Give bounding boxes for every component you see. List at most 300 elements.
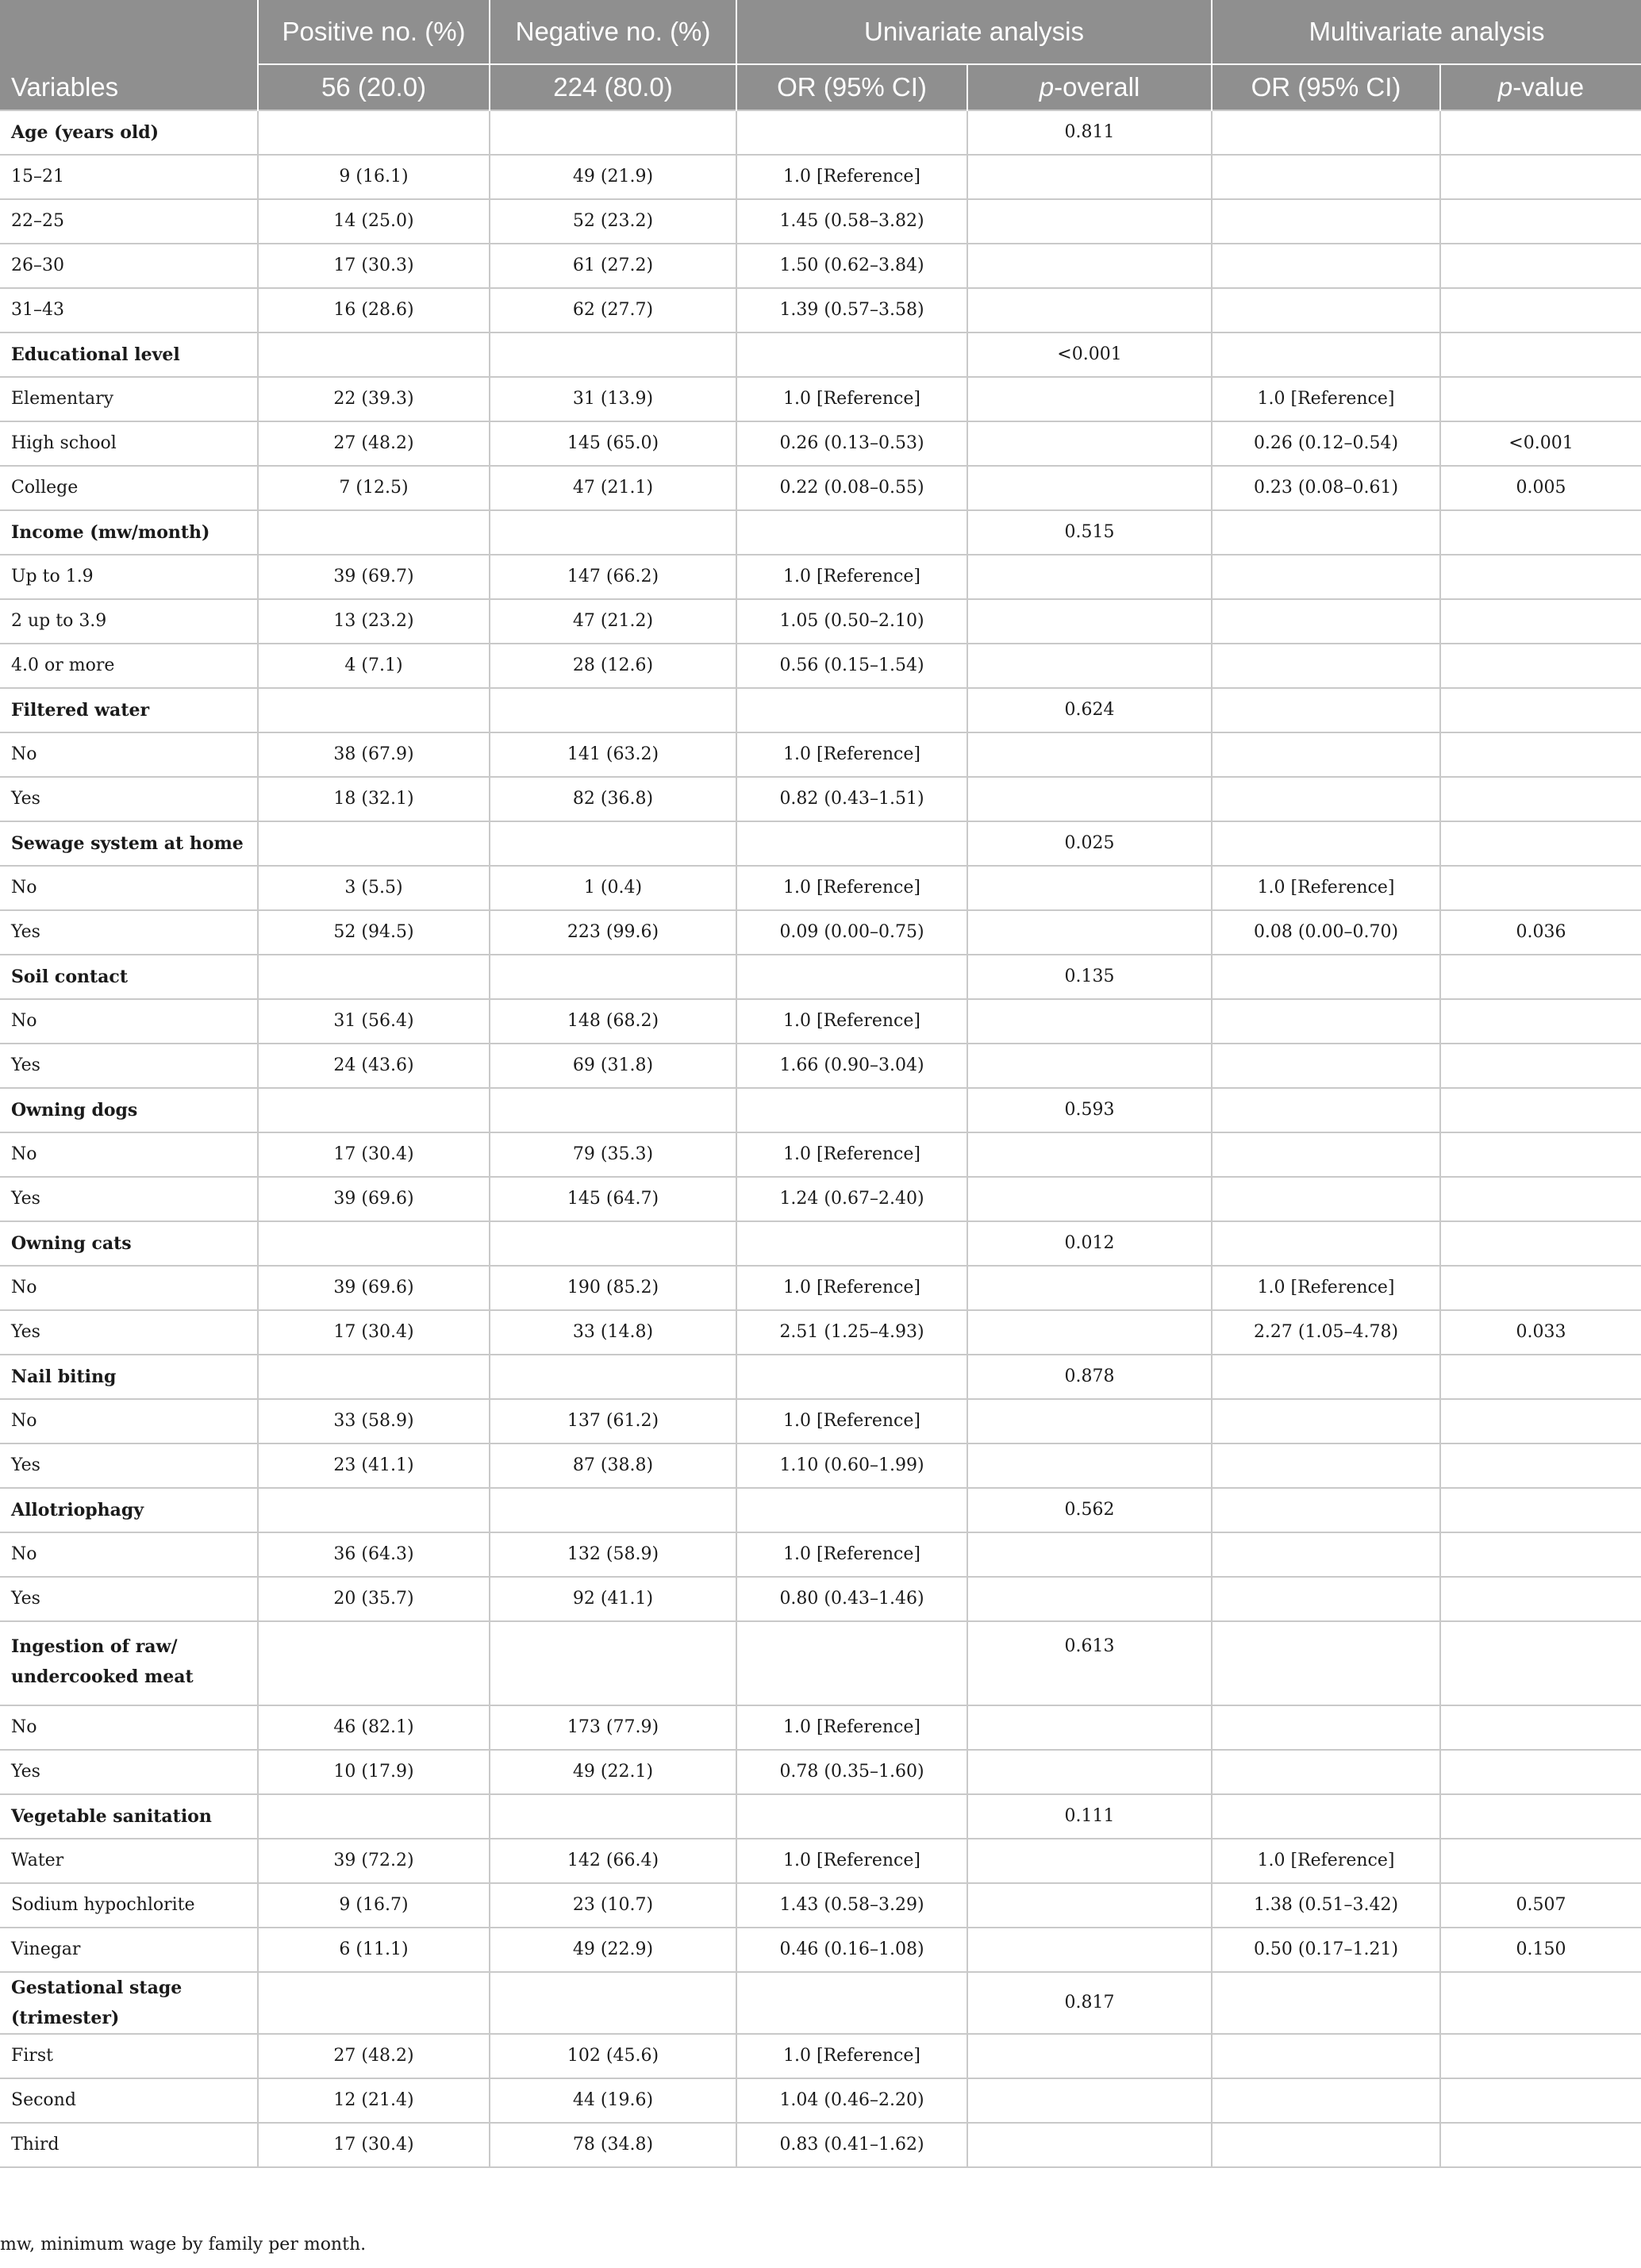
p-overall-cell [967,1044,1212,1088]
p-value-cell [1440,599,1641,644]
univariate-or-cell [736,510,967,555]
label-text: Yes [11,789,40,809]
variable-label [0,999,258,1044]
negative-cell [490,1088,736,1132]
label-text: College [11,478,79,498]
label-text: No [11,1144,37,1164]
univariate-or-cell: 0.78 (0.35–1.60) [736,1750,967,1794]
section-row [0,1355,1641,1399]
negative-cell [490,1794,736,1839]
negative-cell: 31 (13.9) [490,377,736,421]
multivariate-or-cell [1212,1794,1440,1839]
negative-cell: 148 (68.2) [490,999,736,1044]
variable-label [0,732,258,777]
p-overall-cell [967,555,1212,599]
p-value-cell [1440,1399,1641,1443]
positive-cell [258,510,490,555]
p-overall-cell [967,1839,1212,1883]
negative-cell [490,1488,736,1532]
positive-cell [258,1972,490,2034]
table-row [0,1044,1641,1088]
section-row [0,1221,1641,1266]
negative-cell [490,1972,736,2034]
label-text: 31–43 [11,300,64,320]
positive-cell [258,1355,490,1399]
section-label [0,1355,258,1399]
p-overall-cell [967,1399,1212,1443]
negative-cell: 147 (66.2) [490,555,736,599]
p-value-cell [1440,732,1641,777]
header-p-value [1440,64,1641,110]
table-row [0,1705,1641,1750]
p-value-cell [1440,2078,1641,2123]
p-overall-cell [967,599,1212,644]
univariate-or-cell [736,1355,967,1399]
label-text: Yes [11,1589,40,1609]
positive-cell: 18 (32.1) [258,777,490,821]
univariate-or-cell [736,1972,967,2034]
p-value-cell [1440,510,1641,555]
p-overall-cell [967,999,1212,1044]
positive-cell: 3 (5.5) [258,866,490,910]
p-overall-cell: <0.001 [967,333,1212,377]
header-p-overall [967,64,1212,110]
univariate-or-cell: 0.26 (0.13–0.53) [736,421,967,466]
table-row [0,777,1641,821]
table-row [0,1399,1641,1443]
positive-cell: 9 (16.1) [258,155,490,199]
univariate-or-cell: 0.46 (0.16–1.08) [736,1928,967,1972]
table-header [0,0,1641,110]
table-row [0,1177,1641,1221]
p-overall-cell: 0.624 [967,688,1212,732]
variable-label [0,2123,258,2167]
table-row [0,199,1641,244]
label-text: Age (years old) [11,122,159,143]
multivariate-or-cell [1212,1132,1440,1177]
univariate-or-cell: 1.04 (0.46–2.20) [736,2078,967,2123]
label-text: Sodium hypochlorite [11,1895,195,1915]
label-text: High school [11,433,117,453]
positive-cell: 24 (43.6) [258,1044,490,1088]
label-text: Gestational stage (trimester) [11,1978,183,2028]
p-value-cell [1440,288,1641,333]
positive-cell: 39 (69.6) [258,1266,490,1310]
p-overall-cell [967,1310,1212,1355]
section-label [0,688,258,732]
negative-cell: 28 (12.6) [490,644,736,688]
univariate-or-cell: 1.0 [Reference] [736,1132,967,1177]
univariate-or-cell: 1.0 [Reference] [736,155,967,199]
p-value-cell [1440,866,1641,910]
p-overall-cell [967,1883,1212,1928]
header-uni-or: OR (95% CI) [736,64,967,110]
label-text: Yes [11,1322,40,1342]
multivariate-or-cell [1212,1044,1440,1088]
p-value-cell [1440,155,1641,199]
negative-cell: 145 (64.7) [490,1177,736,1221]
positive-cell: 39 (69.7) [258,555,490,599]
label-text: No [11,1717,37,1737]
positive-cell: 17 (30.4) [258,2123,490,2167]
univariate-or-cell [736,955,967,999]
label-text: 15–21 [11,167,64,186]
section-label [0,510,258,555]
p-overall-cell [967,644,1212,688]
positive-cell [258,1088,490,1132]
positive-cell: 7 (12.5) [258,466,490,510]
label-text: Sewage system at home [11,833,244,854]
table-row [0,466,1641,510]
p-value-cell [1440,1705,1641,1750]
p-overall-cell: 0.562 [967,1488,1212,1532]
label-text: Elementary [11,389,114,409]
table-row [0,732,1641,777]
p-value-cell [1440,1044,1641,1088]
label-text: Up to 1.9 [11,567,94,586]
header-blank-cell [0,0,258,64]
p-value-cell [1440,688,1641,732]
p-value-cell [1440,1443,1641,1488]
positive-cell: 9 (16.7) [258,1883,490,1928]
positive-cell: 31 (56.4) [258,999,490,1044]
label-text: 2 up to 3.9 [11,611,107,631]
p-overall-cell [967,1532,1212,1577]
header-p-overall-rest: -overall [1054,72,1140,102]
positive-cell [258,955,490,999]
positive-cell [258,688,490,732]
section-label [0,1088,258,1132]
p-value-cell: <0.001 [1440,421,1641,466]
p-value-cell [1440,110,1641,155]
univariate-or-cell: 0.80 (0.43–1.46) [736,1577,967,1621]
section-label [0,1221,258,1266]
p-overall-cell [967,1443,1212,1488]
p-value-cell: 0.036 [1440,910,1641,955]
negative-cell: 47 (21.1) [490,466,736,510]
multivariate-or-cell [1212,777,1440,821]
negative-cell: 102 (45.6) [490,2034,736,2078]
section-label [0,1488,258,1532]
univariate-or-cell [736,1488,967,1532]
label-text: No [11,1411,37,1431]
negative-cell: 92 (41.1) [490,1577,736,1621]
p-overall-cell [967,155,1212,199]
positive-cell: 27 (48.2) [258,421,490,466]
section-label [0,1794,258,1839]
negative-cell: 79 (35.3) [490,1132,736,1177]
label-text: 4.0 or more [11,655,115,675]
negative-cell: 87 (38.8) [490,1443,736,1488]
section-row [0,1621,1641,1705]
p-value-cell: 0.150 [1440,1928,1641,1972]
multivariate-or-cell [1212,333,1440,377]
variable-label [0,421,258,466]
variable-label [0,288,258,333]
multivariate-or-cell [1212,1488,1440,1532]
p-value-cell [1440,1972,1641,2034]
variable-label [0,2034,258,2078]
label-text: First [11,2046,53,2066]
label-text: Educational level [11,344,180,365]
univariate-or-cell: 0.09 (0.00–0.75) [736,910,967,955]
p-overall-cell [967,2123,1212,2167]
p-value-cell [1440,1221,1641,1266]
negative-cell: 61 (27.2) [490,244,736,288]
univariate-or-cell [736,1088,967,1132]
multivariate-or-cell [1212,155,1440,199]
univariate-or-cell [736,110,967,155]
multivariate-or-cell [1212,199,1440,244]
negative-cell: 141 (63.2) [490,732,736,777]
multivariate-or-cell [1212,1088,1440,1132]
multivariate-or-cell: 0.08 (0.00–0.70) [1212,910,1440,955]
p-overall-cell [967,777,1212,821]
positive-cell: 20 (35.7) [258,1577,490,1621]
header-p-value-rest: -value [1512,72,1585,102]
variable-label [0,377,258,421]
univariate-or-cell: 1.43 (0.58–3.29) [736,1883,967,1928]
multivariate-or-cell [1212,288,1440,333]
univariate-or-cell: 1.05 (0.50–2.10) [736,599,967,644]
p-overall-cell [967,2034,1212,2078]
univariate-or-cell: 1.0 [Reference] [736,732,967,777]
table-row [0,1883,1641,1928]
p-value-cell [1440,777,1641,821]
multivariate-or-cell: 1.38 (0.51–3.42) [1212,1883,1440,1928]
multivariate-or-cell [1212,1621,1440,1705]
p-value-cell [1440,1266,1641,1310]
table-row [0,2078,1641,2123]
variable-label [0,644,258,688]
univariate-or-cell: 1.0 [Reference] [736,1532,967,1577]
multivariate-or-cell: 0.50 (0.17–1.21) [1212,1928,1440,1972]
header-negative: Negative no. (%) [490,0,736,64]
multivariate-or-cell [1212,1750,1440,1794]
variable-label [0,199,258,244]
negative-cell [490,688,736,732]
variable-label [0,1750,258,1794]
negative-cell [490,510,736,555]
section-row [0,688,1641,732]
section-row [0,1972,1641,2034]
p-value-cell [1440,377,1641,421]
positive-cell: 12 (21.4) [258,2078,490,2123]
variable-label [0,244,258,288]
positive-cell: 27 (48.2) [258,2034,490,2078]
p-overall-cell [967,1577,1212,1621]
p-overall-cell [967,244,1212,288]
multivariate-or-cell [1212,1972,1440,2034]
univariate-or-cell: 1.0 [Reference] [736,2034,967,2078]
positive-cell [258,1221,490,1266]
label-text: Yes [11,1055,40,1075]
variable-label [0,1177,258,1221]
label-text: Yes [11,1455,40,1475]
p-value-cell [1440,1794,1641,1839]
negative-cell: 137 (61.2) [490,1399,736,1443]
section-row [0,955,1641,999]
table-row [0,1443,1641,1488]
negative-cell [490,955,736,999]
header-group-row [0,0,1641,64]
variable-label [0,599,258,644]
label-text: No [11,878,37,898]
label-text: Soil contact [11,967,128,987]
univariate-or-cell: 1.0 [Reference] [736,999,967,1044]
positive-cell: 39 (72.2) [258,1839,490,1883]
section-row [0,510,1641,555]
univariate-or-cell: 1.0 [Reference] [736,555,967,599]
positive-cell [258,110,490,155]
univariate-or-cell: 0.82 (0.43–1.51) [736,777,967,821]
p-overall-cell [967,421,1212,466]
table-row [0,1310,1641,1355]
p-value-cell [1440,999,1641,1044]
p-value-cell [1440,199,1641,244]
section-row [0,1794,1641,1839]
p-overall-cell [967,1928,1212,1972]
label-text: Yes [11,922,40,942]
label-text: Income (mw/month) [11,522,210,543]
header-sub-row [0,64,1641,110]
p-overall-cell: 0.111 [967,1794,1212,1839]
header-positive: Positive no. (%) [258,0,490,64]
negative-cell: 69 (31.8) [490,1044,736,1088]
univariate-or-cell [736,688,967,732]
multivariate-or-cell [1212,1177,1440,1221]
univariate-or-cell [736,821,967,866]
negative-cell: 223 (99.6) [490,910,736,955]
negative-cell [490,1621,736,1705]
univariate-or-cell: 1.0 [Reference] [736,866,967,910]
positive-cell: 23 (41.1) [258,1443,490,1488]
header-p-italic: p [1039,72,1055,102]
positive-cell [258,1794,490,1839]
univariate-or-cell [736,333,967,377]
p-overall-cell: 0.593 [967,1088,1212,1132]
header-p-value-italic: p [1497,72,1513,102]
section-row [0,1488,1641,1532]
p-overall-cell [967,377,1212,421]
univariate-or-cell: 0.22 (0.08–0.55) [736,466,967,510]
negative-cell: 33 (14.8) [490,1310,736,1355]
p-value-cell [1440,955,1641,999]
negative-cell: 47 (21.2) [490,599,736,644]
univariate-or-cell: 1.0 [Reference] [736,1399,967,1443]
p-value-cell [1440,1532,1641,1577]
label-text: Yes [11,1189,40,1209]
p-value-cell [1440,1621,1641,1705]
negative-cell [490,110,736,155]
variable-label [0,1266,258,1310]
p-value-cell [1440,1355,1641,1399]
table-row [0,377,1641,421]
p-value-cell [1440,1839,1641,1883]
multivariate-or-cell [1212,510,1440,555]
positive-cell: 17 (30.4) [258,1132,490,1177]
univariate-or-cell: 1.45 (0.58–3.82) [736,199,967,244]
p-overall-cell: 0.515 [967,510,1212,555]
negative-cell [490,333,736,377]
negative-cell: 44 (19.6) [490,2078,736,2123]
label-text: Third [11,2135,60,2155]
table-row [0,1750,1641,1794]
positive-cell: 33 (58.9) [258,1399,490,1443]
negative-cell: 82 (36.8) [490,777,736,821]
variable-label [0,1443,258,1488]
variable-label [0,777,258,821]
positive-cell: 38 (67.9) [258,732,490,777]
header-negative-n: 224 (80.0) [490,64,736,110]
multivariate-or-cell [1212,555,1440,599]
p-overall-cell [967,1132,1212,1177]
section-row [0,1088,1641,1132]
multivariate-or-cell: 1.0 [Reference] [1212,377,1440,421]
negative-cell: 142 (66.4) [490,1839,736,1883]
p-overall-cell: 0.135 [967,955,1212,999]
label-text: Vegetable sanitation [11,1806,212,1827]
negative-cell: 190 (85.2) [490,1266,736,1310]
univariate-or-cell: 1.0 [Reference] [736,1839,967,1883]
multivariate-or-cell [1212,732,1440,777]
positive-cell: 46 (82.1) [258,1705,490,1750]
negative-cell [490,1355,736,1399]
label-text: Filtered water [11,700,150,721]
multivariate-or-cell [1212,644,1440,688]
section-label [0,1621,258,1705]
p-overall-cell: 0.811 [967,110,1212,155]
p-value-cell [1440,333,1641,377]
table-row [0,644,1641,688]
label-text: No [11,744,37,764]
table-row [0,2034,1641,2078]
negative-cell: 78 (34.8) [490,2123,736,2167]
p-value-cell [1440,555,1641,599]
p-value-cell [1440,1177,1641,1221]
p-value-cell: 0.005 [1440,466,1641,510]
multivariate-or-cell: 1.0 [Reference] [1212,866,1440,910]
univariate-or-cell [736,1221,967,1266]
p-overall-cell: 0.817 [967,1972,1212,2034]
label-text: No [11,1011,37,1031]
univariate-or-cell: 1.50 (0.62–3.84) [736,244,967,288]
table-row [0,1839,1641,1883]
multivariate-or-cell [1212,110,1440,155]
table-row [0,288,1641,333]
label-text: 22–25 [11,211,64,231]
multivariate-or-cell: 1.0 [Reference] [1212,1839,1440,1883]
table-row [0,999,1641,1044]
table-row [0,421,1641,466]
multivariate-or-cell [1212,999,1440,1044]
p-value-cell [1440,1750,1641,1794]
p-value-cell [1440,1132,1641,1177]
multivariate-or-cell [1212,1532,1440,1577]
univariate-or-cell: 1.24 (0.67–2.40) [736,1177,967,1221]
table-row [0,1266,1641,1310]
positive-cell: 17 (30.4) [258,1310,490,1355]
p-overall-cell: 0.613 [967,1621,1212,1705]
multivariate-or-cell [1212,1355,1440,1399]
section-label [0,821,258,866]
variable-label [0,1928,258,1972]
univariate-or-cell [736,1621,967,1705]
variable-label [0,1132,258,1177]
multivariate-or-cell [1212,821,1440,866]
univariate-or-cell: 1.0 [Reference] [736,377,967,421]
p-overall-cell [967,910,1212,955]
